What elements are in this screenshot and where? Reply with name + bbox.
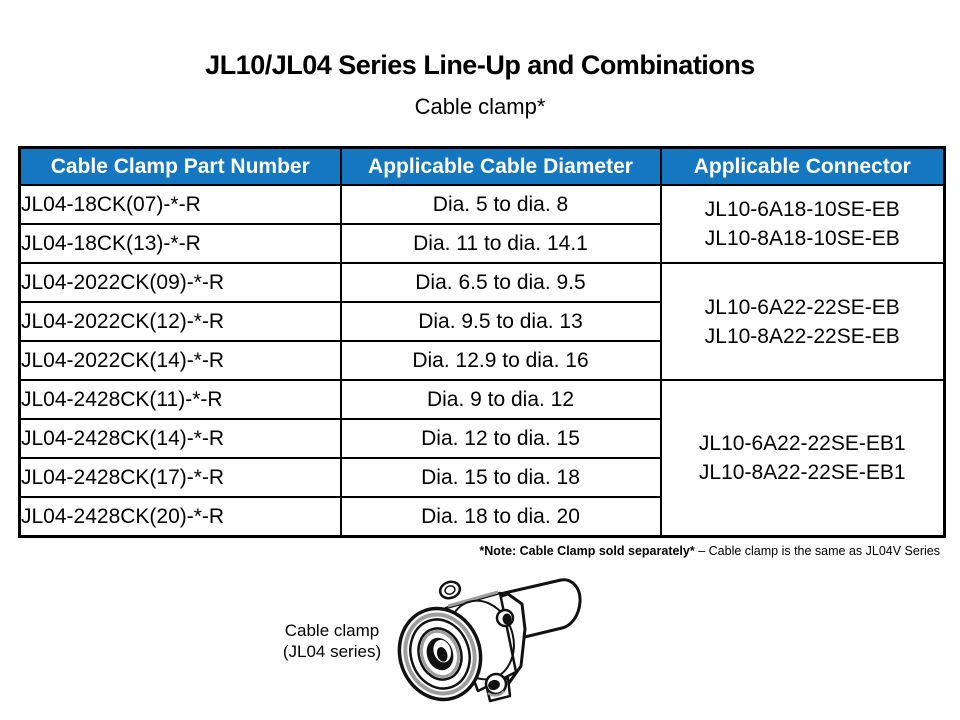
part-number-cell: JL04-2022CK(12)-*-R [20,302,341,341]
part-number-cell: JL04-2428CK(11)-*-R [20,380,341,419]
header-cell: Cable Clamp Part Number [20,148,341,186]
connector-cell [661,380,945,537]
connector-line: JL10-6A18-10SE-EB [704,198,900,221]
connector-line: JL10-6A22-22SE-EB1 [698,432,906,455]
connector-line: JL10-8A22-22SE-EB1 [698,461,906,484]
table-row [20,185,945,224]
figure-caption [258,620,406,662]
cable-diameter-cell: Dia. 18 to dia. 20 [341,497,661,537]
footnote [479,544,940,558]
part-number-cell: JL04-2428CK(20)-*-R [20,497,341,537]
table-row [20,380,945,419]
connector-cell [661,263,945,380]
page-subtitle: Cable clamp* [414,94,546,119]
footnote-bold-text: *Note: Cable Clamp sold separately* [479,544,695,558]
header-cell: Applicable Connector [661,148,945,186]
cable-diameter-cell: Dia. 5 to dia. 8 [341,185,661,224]
cable-clamp-illustration [388,574,588,720]
connector-line: JL10-8A22-22SE-EB [704,324,900,348]
connector-line: JL10-6A22-22SE-EB [704,295,900,319]
part-number-cell: JL04-2022CK(14)-*-R [20,341,341,380]
cable-diameter-cell: Dia. 11 to dia. 14.1 [341,224,661,263]
part-number-cell: JL04-2428CK(14)-*-R [20,419,341,458]
cable-clamp-combinations-table [18,146,946,538]
part-number-cell: JL04-2022CK(09)-*-R [20,263,341,302]
part-number-cell: JL04-2428CK(17)-*-R [20,458,341,497]
part-number-cell: JL04-18CK(13)-*-R [20,224,341,263]
cable-diameter-cell: Dia. 12 to dia. 15 [341,419,661,458]
connector-cell [661,185,945,263]
figure-caption-line1: Cable clamp [284,621,380,640]
cable-diameter-cell: Dia. 9.5 to dia. 13 [341,302,661,341]
connector-line: JL10-8A18-10SE-EB [704,227,900,250]
footnote-regular-text: – Cable clamp is the same as JL04V Series [694,544,940,558]
page-title: JL10/JL04 Series Line-Up and Combinations [205,50,755,80]
cable-diameter-cell: Dia. 12.9 to dia. 16 [341,341,661,380]
cable-diameter-cell: Dia. 9 to dia. 12 [341,380,661,419]
header-cell: Applicable Cable Diameter [341,148,661,186]
figure-caption-line2: (JL04 series) [282,642,382,661]
table-row [20,263,945,302]
part-number-cell: JL04-18CK(07)-*-R [20,185,341,224]
table-header-row [20,148,945,186]
cable-diameter-cell: Dia. 15 to dia. 18 [341,458,661,497]
cable-diameter-cell: Dia. 6.5 to dia. 9.5 [341,263,661,302]
